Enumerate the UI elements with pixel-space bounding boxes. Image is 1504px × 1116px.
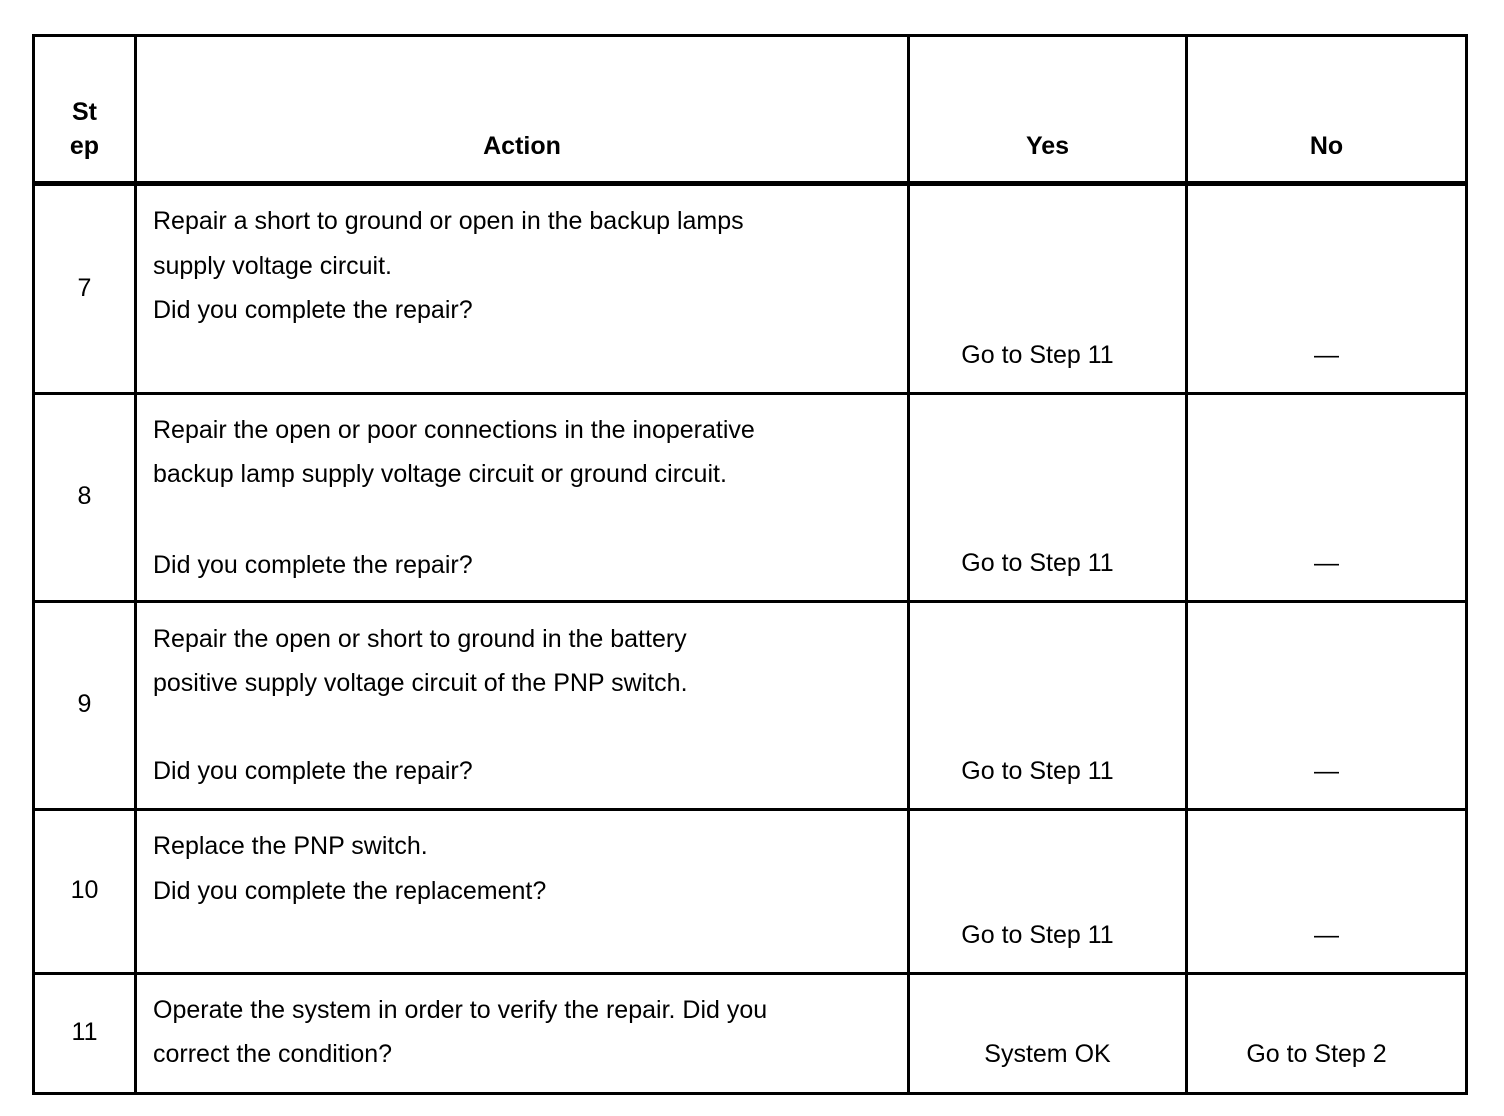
step-number: 7 xyxy=(77,274,92,302)
no-cell xyxy=(1185,811,1468,972)
action-question: Did you complete the repair? xyxy=(153,296,473,324)
step-cell xyxy=(32,811,134,972)
action-text: Replace the PNP switch. xyxy=(153,832,428,860)
action-question: Did you complete the replacement? xyxy=(153,877,547,905)
yes-result: Go to Step 11 xyxy=(961,921,1114,949)
no-cell xyxy=(1185,395,1468,600)
table-row xyxy=(32,975,1468,1095)
step-cell xyxy=(32,186,134,392)
no-cell xyxy=(1185,603,1468,808)
step-number: 10 xyxy=(70,876,99,904)
action-cell xyxy=(134,603,907,808)
yes-result: Go to Step 11 xyxy=(961,341,1114,369)
yes-result: System OK xyxy=(984,1040,1111,1068)
table-row xyxy=(32,603,1468,811)
action-text: backup lamp supply voltage circuit or ground circuit. xyxy=(153,460,727,488)
no-result: Go to Step 2 xyxy=(1246,1040,1387,1068)
header-action-label: Action xyxy=(483,132,561,160)
action-text: Repair a short to ground or open in the backup lamps xyxy=(153,207,744,235)
yes-result: Go to Step 11 xyxy=(961,549,1114,577)
header-yes-label: Yes xyxy=(1025,132,1070,160)
no-cell xyxy=(1185,975,1468,1092)
header-step-line2: ep xyxy=(69,132,100,160)
no-result: — xyxy=(1314,341,1339,369)
action-text: Repair the open or short to ground in the battery xyxy=(153,625,687,653)
header-no xyxy=(1185,37,1468,181)
action-question: Did you complete the repair? xyxy=(153,757,473,785)
action-cell xyxy=(134,811,907,972)
yes-cell xyxy=(907,811,1185,972)
diagnostic-table xyxy=(32,34,1468,1095)
step-cell xyxy=(32,603,134,808)
step-cell xyxy=(32,975,134,1092)
action-cell xyxy=(134,186,907,392)
header-step xyxy=(32,37,134,181)
no-result: — xyxy=(1314,921,1339,949)
no-result: — xyxy=(1314,757,1339,785)
yes-cell xyxy=(907,603,1185,808)
action-cell xyxy=(134,975,907,1092)
no-cell xyxy=(1185,186,1468,392)
action-question: Did you complete the repair? xyxy=(153,551,473,579)
action-text: Operate the system in order to verify the repair. Did you xyxy=(153,996,768,1024)
yes-cell xyxy=(907,395,1185,600)
header-yes xyxy=(907,37,1185,181)
no-result: — xyxy=(1314,549,1339,577)
action-text: positive supply voltage circuit of the PNP switch. xyxy=(153,669,688,697)
action-question: correct the condition? xyxy=(153,1040,393,1068)
yes-cell xyxy=(907,975,1185,1092)
action-text: supply voltage circuit. xyxy=(153,252,393,280)
action-cell xyxy=(134,395,907,600)
table-row xyxy=(32,395,1468,603)
header-no-label: No xyxy=(1309,132,1344,160)
step-cell xyxy=(32,395,134,600)
step-number: 8 xyxy=(77,482,92,510)
table-row xyxy=(32,186,1468,395)
yes-cell xyxy=(907,186,1185,392)
header-step-line1: St xyxy=(72,98,97,126)
step-number: 9 xyxy=(77,690,92,718)
table-header-row xyxy=(32,34,1468,186)
yes-result: Go to Step 11 xyxy=(961,757,1114,785)
action-text: Repair the open or poor connections in the inoperative xyxy=(153,416,755,444)
table-row xyxy=(32,811,1468,975)
header-action xyxy=(134,37,907,181)
step-number: 11 xyxy=(71,1018,98,1046)
